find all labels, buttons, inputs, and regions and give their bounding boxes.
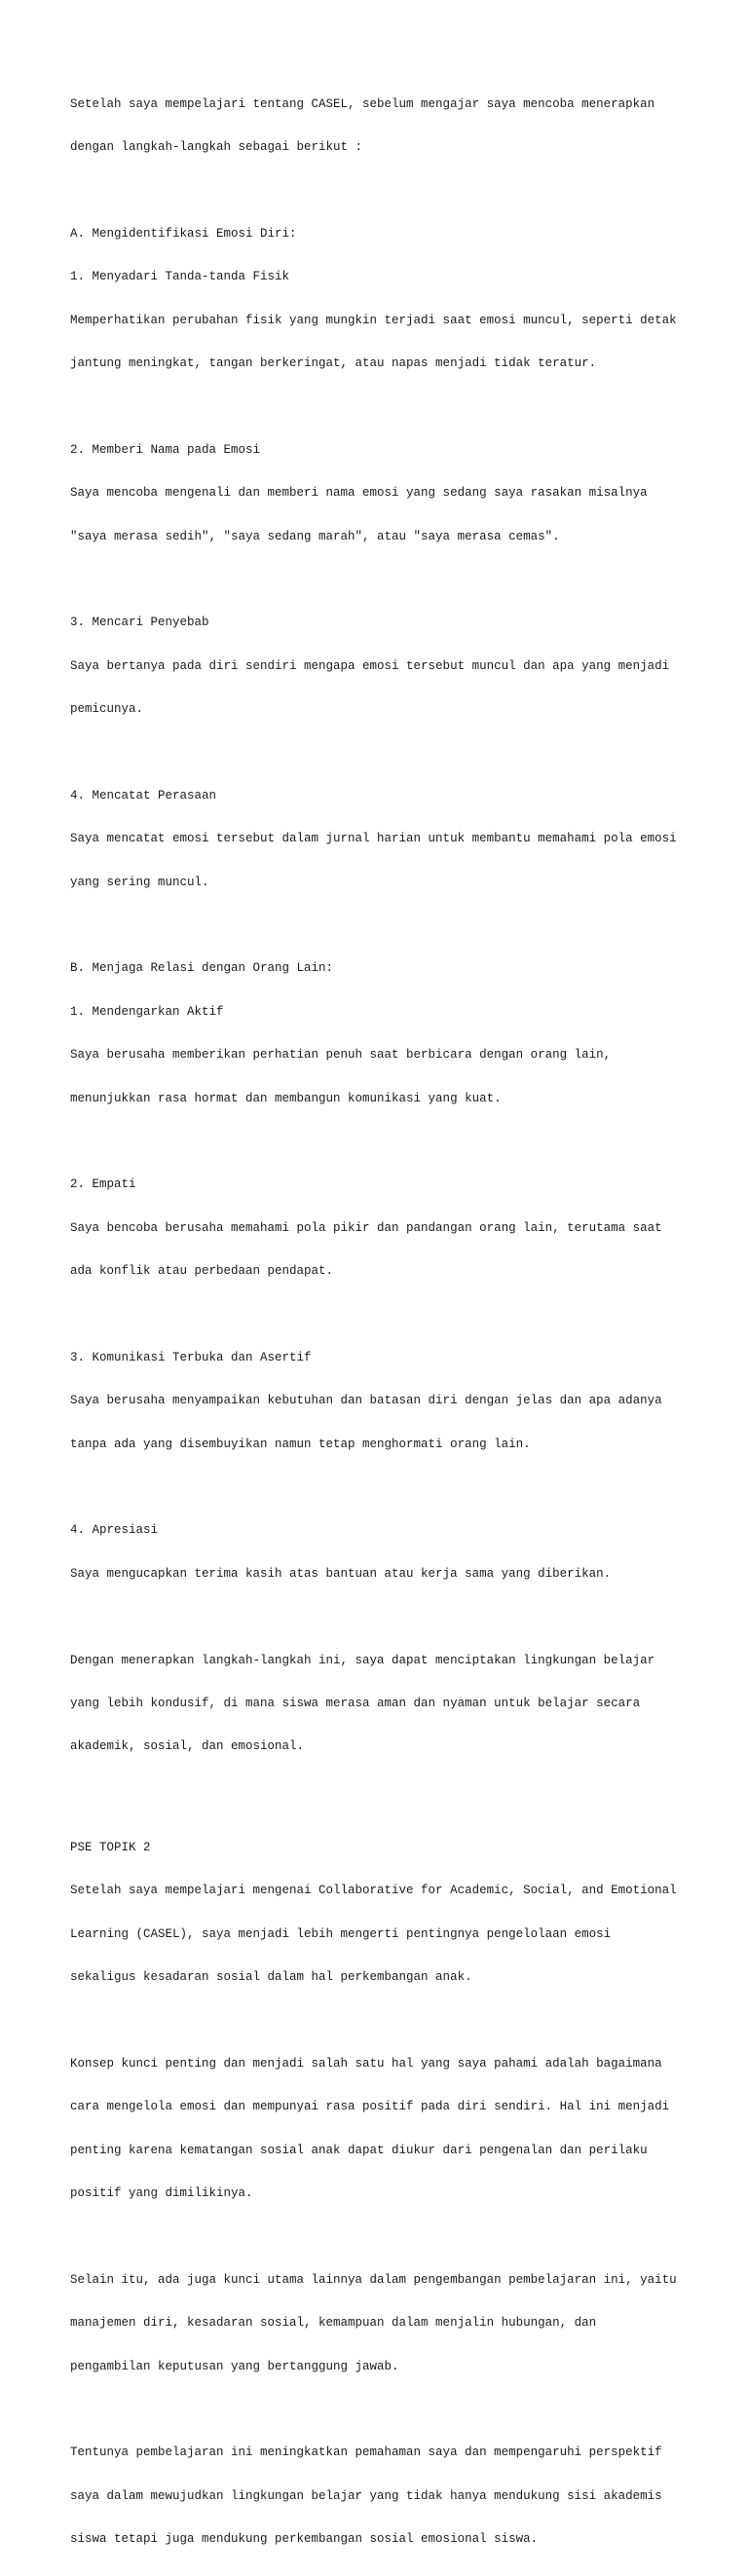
section-a-item-1 [70,198,709,399]
item-heading: 3. Mencari Penyebab [70,616,209,630]
section-b-item-3 [70,1322,709,1480]
text-line: Saya berusaha menyampaikan kebutuhan dan batasan diri dengan jelas dan apa adanya [70,1394,662,1408]
item-heading: 3. Komunikasi Terbuka dan Asertif [70,1350,312,1364]
text-line: tanpa ada yang disembuyikan namun tetap menghormati orang lain. [70,1437,531,1451]
section-a-item-4 [70,760,709,918]
section-b-item-4 [70,1495,709,1610]
text-line: siswa tetapi juga mendukung perkembangan sosial emosional siswa. [70,2532,539,2547]
section-heading: B. Menjaga Relasi dengan Orang Lain: [70,961,334,976]
text-line: saya dalam mewujudkan lingkungan belajar yang tidak hanya mendukung sisi akademis [70,2488,662,2503]
text-line: Tentunya pembelajaran ini meningkatkan pemahaman saya dan mempengaruhi perspektif [70,2445,662,2460]
text-line: manajemen diri, kesadaran sosial, kemampuan dalam menjalin hubungan, dan [70,2316,597,2331]
paragraph-intro [70,68,709,183]
text-line: Memperhatikan perubahan fisik yang mungkin terjadi saat emosi muncul, seperti detak [70,313,677,327]
pse-topik-2-intro [70,1811,709,2013]
text-line: Saya mencoba mengenali dan memberi nama emosi yang sedang saya rasakan misalnya [70,486,648,501]
text-line: positif yang dimilikinya. [70,2186,253,2201]
section-a-item-2 [70,414,709,573]
text-line: "saya merasa sedih", "saya sedang marah", atau "saya merasa cemas". [70,529,560,543]
item-heading: 2. Empati [70,1177,136,1192]
text-line: yang sering muncul. [70,875,209,889]
text-line: dengan langkah-langkah sebagai berikut : [70,139,363,154]
text-line: Setelah saya mempelajari tentang CASEL, sebelum mengajar saya mencoba menerapkan [70,96,655,111]
text-line: Konsep kunci penting dan menjadi salah satu hal yang saya pahami adalah bagaimana [70,2056,662,2071]
text-line: jantung meningkat, tangan berkeringat, atau napas menjadi tidak teratur. [70,355,597,370]
text-line: yang lebih kondusif, di mana siswa merasa aman dan nyaman untuk belajar secara [70,1697,641,1711]
text-line: Saya bencoba berusaha memahami pola pikir dan pandangan orang lain, terutama saat [70,1220,662,1235]
item-heading: 1. Mendengarkan Aktif [70,1004,224,1019]
text-line: penting karena kematangan sosial anak dapat diukur dari pengenalan dan perilaku [70,2143,648,2157]
item-heading: 4. Apresiasi [70,1523,159,1538]
section-b-item-2 [70,1149,709,1308]
text-line: Selain itu, ada juga kunci utama lainnya dalam pengembangan pembelajaran ini, yaitu [70,2272,677,2287]
text-line: Saya bertanya pada diri sendiri mengapa emosi tersebut muncul dan apa yang menjadi [70,658,670,673]
text-line: Dengan menerapkan langkah-langkah ini, saya dapat menciptakan lingkungan belajar [70,1653,655,1667]
paragraph-key-concept [70,2028,709,2229]
text-line: ada konflik atau perbedaan pendapat. [70,1264,334,1279]
paragraph-conclusion [70,1624,709,1783]
text-line: Saya mencatat emosi tersebut dalam jurnal harian untuk membantu memahami pola emosi [70,832,677,846]
section-heading: A. Mengidentifikasi Emosi Diri: [70,226,297,241]
text-line: sekaligus kesadaran sosial dalam hal perkembangan anak. [70,1970,472,1985]
text-line: pengambilan keputusan yang bertanggung jawab. [70,2359,399,2373]
text-line: akademik, sosial, dan emosional. [70,1739,305,1754]
text-line: pemicunya. [70,702,144,717]
text-line: cara mengelola emosi dan mempunyai rasa positif pada diri sendiri. Hal ini menjadi [70,2100,670,2114]
paragraph-other-keys [70,2244,709,2403]
item-heading: 2. Memberi Nama pada Emosi [70,442,261,457]
section-b-item-1 [70,933,709,1135]
item-heading: 1. Menyadari Tanda-tanda Fisik [70,270,290,284]
section-a-item-3 [70,587,709,746]
text-line: Saya berusaha memberikan perhatian penuh saat berbicara dengan orang lain, [70,1048,612,1063]
topic-heading: PSE TOPIK 2 [70,1841,151,1855]
paragraph-closing [70,2417,709,2576]
text-line: Learning (CASEL), saya menjadi lebih mengerti pentingnya pengelolaan emosi [70,1926,612,1941]
text-line: Saya mengucapkan terima kasih atas bantuan atau kerja sama yang diberikan. [70,1566,612,1581]
text-line: Setelah saya mempelajari mengenai Collaborative for Academic, Social, and Emotional [70,1884,677,1898]
text-line: menunjukkan rasa hormat dan membangun komunikasi yang kuat. [70,1091,502,1105]
item-heading: 4. Mencatat Perasaan [70,788,217,803]
